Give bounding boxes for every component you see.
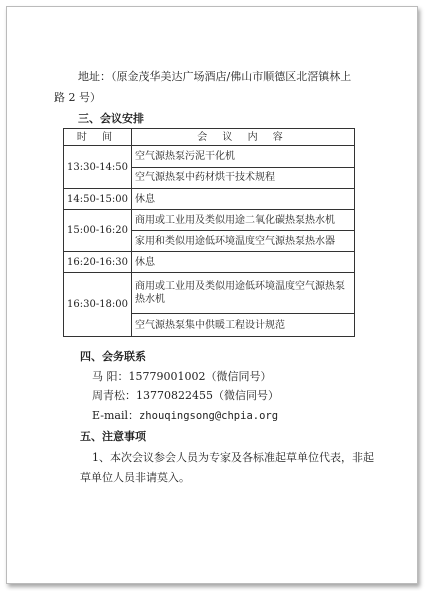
table-row (64, 210, 355, 231)
row-item: 商用或工业用及类似用途二氧化碳热泵热水机 (132, 210, 355, 231)
contact-row (92, 370, 271, 384)
row-item: 空气源热泵中药材烘干技术规程 (132, 167, 355, 189)
schedule-header-row (64, 129, 355, 146)
table-row (64, 189, 355, 210)
note-line-2: 草单位人员非请莫入。 (80, 471, 190, 484)
contact-row (92, 389, 279, 403)
header-content: 会 议 内 容 (132, 129, 355, 146)
row-item: 商用或工业用及类似用途低环境温度空气源热泵热水机 (132, 273, 355, 314)
contact-phone: 13770822455（微信同号） (136, 389, 279, 402)
table-row (64, 273, 355, 314)
row-item: 休息 (132, 189, 355, 210)
section-5-title: 五、注意事项 (80, 430, 146, 443)
row-time: 16:30-18:00 (64, 273, 132, 337)
address-line-2: 路 2 号） (54, 91, 101, 104)
row-time: 15:00-16:20 (64, 210, 132, 252)
table-row (64, 252, 355, 273)
row-time: 13:30-14:50 (64, 146, 132, 189)
address-line-1: 地址：（原金茂华美达广场酒店/佛山市顺德区北滘镇林上 (78, 70, 352, 83)
row-item: 空气源热泵污泥干化机 (132, 146, 355, 168)
row-item: 休息 (132, 252, 355, 273)
email-address[interactable]: zhouqingsong@chpia.org (138, 410, 279, 422)
section-4-title: 四、会务联系 (80, 350, 146, 363)
contact-name: 马 阳： (92, 370, 129, 383)
row-time: 14:50-15:00 (64, 189, 132, 210)
contact-name: 周青松： (92, 389, 136, 402)
email-label: E-mail： (92, 409, 139, 422)
row-item: 空气源热泵集中供暖工程设计规范 (132, 314, 355, 337)
email-row (92, 409, 278, 423)
contact-phone: 15779001002（微信同号） (128, 370, 272, 383)
note-line-1: 1、本次会议参会人员为专家及各标准起草单位代表，非起 (92, 451, 374, 464)
section-3-title: 三、会议安排 (78, 112, 144, 125)
header-time: 时 间 (64, 129, 132, 146)
row-time: 16:20-16:30 (64, 252, 132, 273)
row-item: 家用和类似用途低环境温度空气源热泵热水器 (132, 231, 355, 252)
table-row (64, 146, 355, 168)
schedule-table (63, 128, 355, 337)
